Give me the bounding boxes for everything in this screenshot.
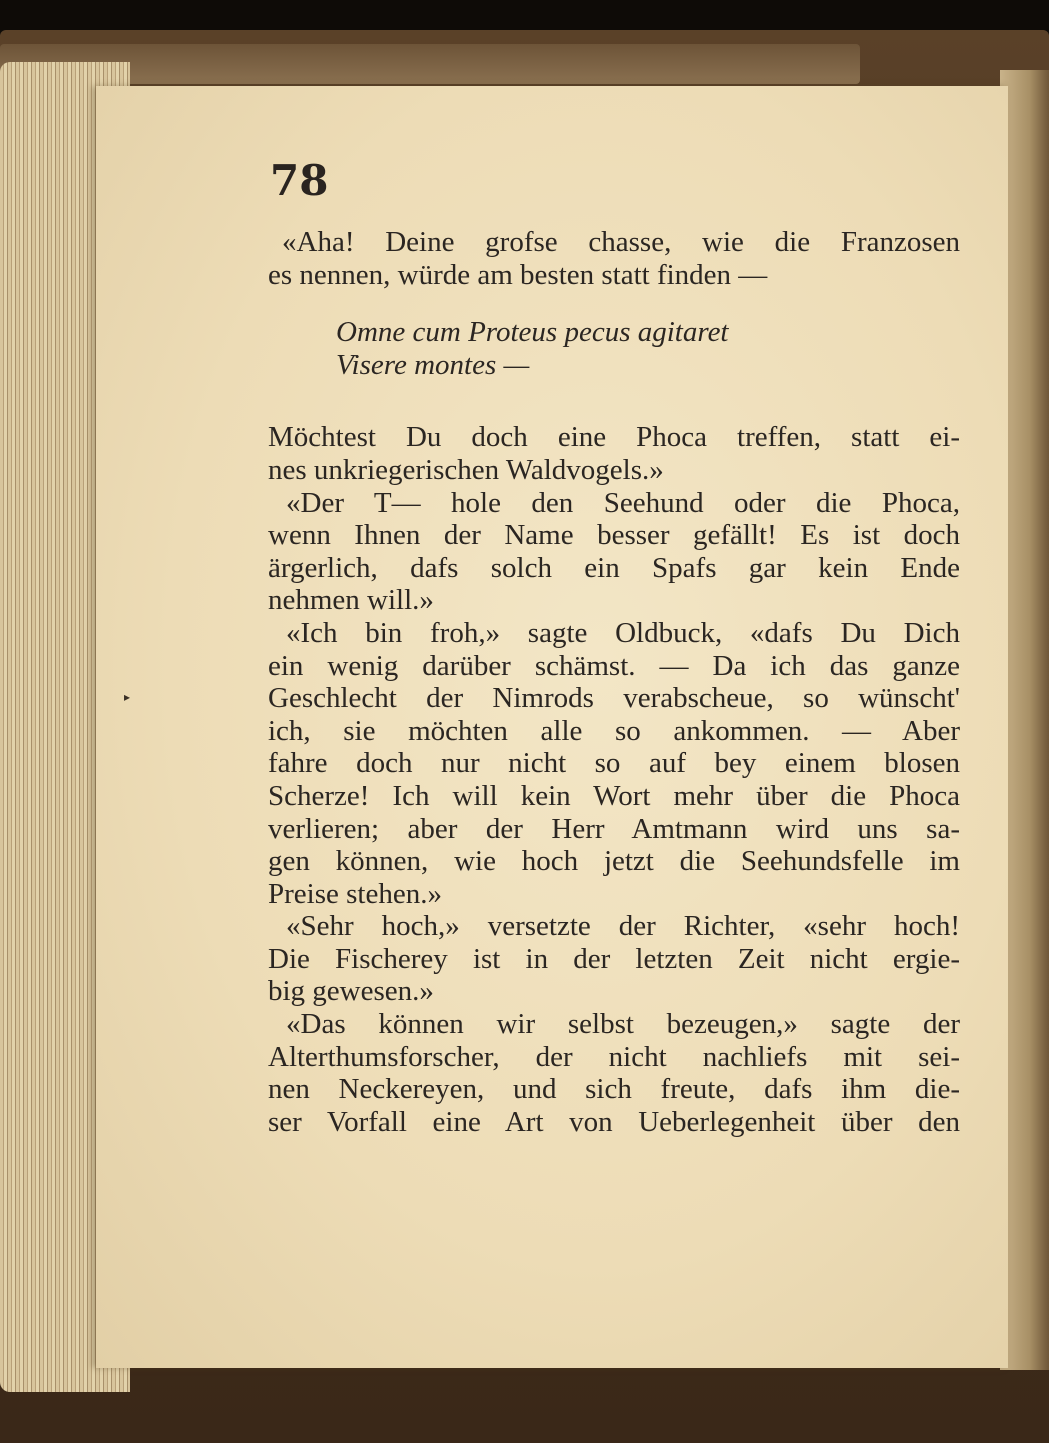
paragraph [268,421,960,486]
text-line: ein wenig darüber schämst. — Da ich das ganze [268,649,960,682]
paragraph [268,910,960,1008]
text-line: es nennen, würde am besten statt finden — [268,258,768,291]
text-line: ich, sie möchten alle so ankommen. — Aber [268,714,960,747]
paragraph [268,226,960,291]
text-line: ser Vorfall eine Art von Ueberlegenheit über den [268,1105,960,1138]
text-line: «Das können wir selbst bezeugen,» sagte der [286,1008,960,1041]
text-line: nes unkriegerischen Waldvogels.» [268,453,664,486]
text-line: Preise stehen.» [268,877,442,910]
page-text [268,226,960,1138]
text-line: verlieren; aber der Herr Amtmann wird uns sa- [268,812,960,845]
text-line: nehmen will.» [268,584,434,617]
text-line: fahre doch nur nicht so auf bey einem blosen [268,747,960,780]
text-line: Die Fischerey ist in der letzten Zeit nicht ergie- [268,942,960,975]
text-line: «Der T— hole den Seehund oder die Phoca, [286,486,960,519]
verse-line: Omne cum Proteus pecus agitaret [336,316,729,349]
text-line: wenn Ihnen der Name besser gefällt! Es ist doch [268,519,960,552]
text-line: «Sehr hoch,» versetzte der Richter, «sehr hoch! [286,910,960,943]
text-line: Scherze! Ich will kein Wort mehr über die Phoca [268,779,960,812]
text-line: big gewesen.» [268,975,434,1008]
text-line: «Ich bin froh,» sagte Oldbuck, «dafs Du Dich [286,616,960,649]
text-line: «Aha! Deine grofse chasse, wie die Franzosen [282,226,960,258]
text-line: Alterthumsforscher, der nicht nachliefs mit sei- [268,1040,960,1073]
text-line: Möchtest Du doch eine Phoca treffen, statt ei- [268,421,960,454]
paragraph [268,487,960,617]
margin-arrow-icon: ▸ [124,690,131,704]
text-line: ärgerlich, dafs solch ein Spafs gar kein Ende [268,551,960,584]
paragraph [268,617,960,910]
text-line: nen Neckereyen, und sich freute, dafs ihm die- [268,1073,960,1106]
text-line: Geschlecht der Nimrods verabscheue, so wünscht' [268,682,960,715]
paragraph [268,1008,960,1138]
page-number: 78 [270,156,329,205]
text-line: gen können, wie hoch jetzt die Seehundsfelle im [268,845,960,878]
verse-line: Visere montes — [336,348,530,381]
verse-quote [268,316,960,381]
